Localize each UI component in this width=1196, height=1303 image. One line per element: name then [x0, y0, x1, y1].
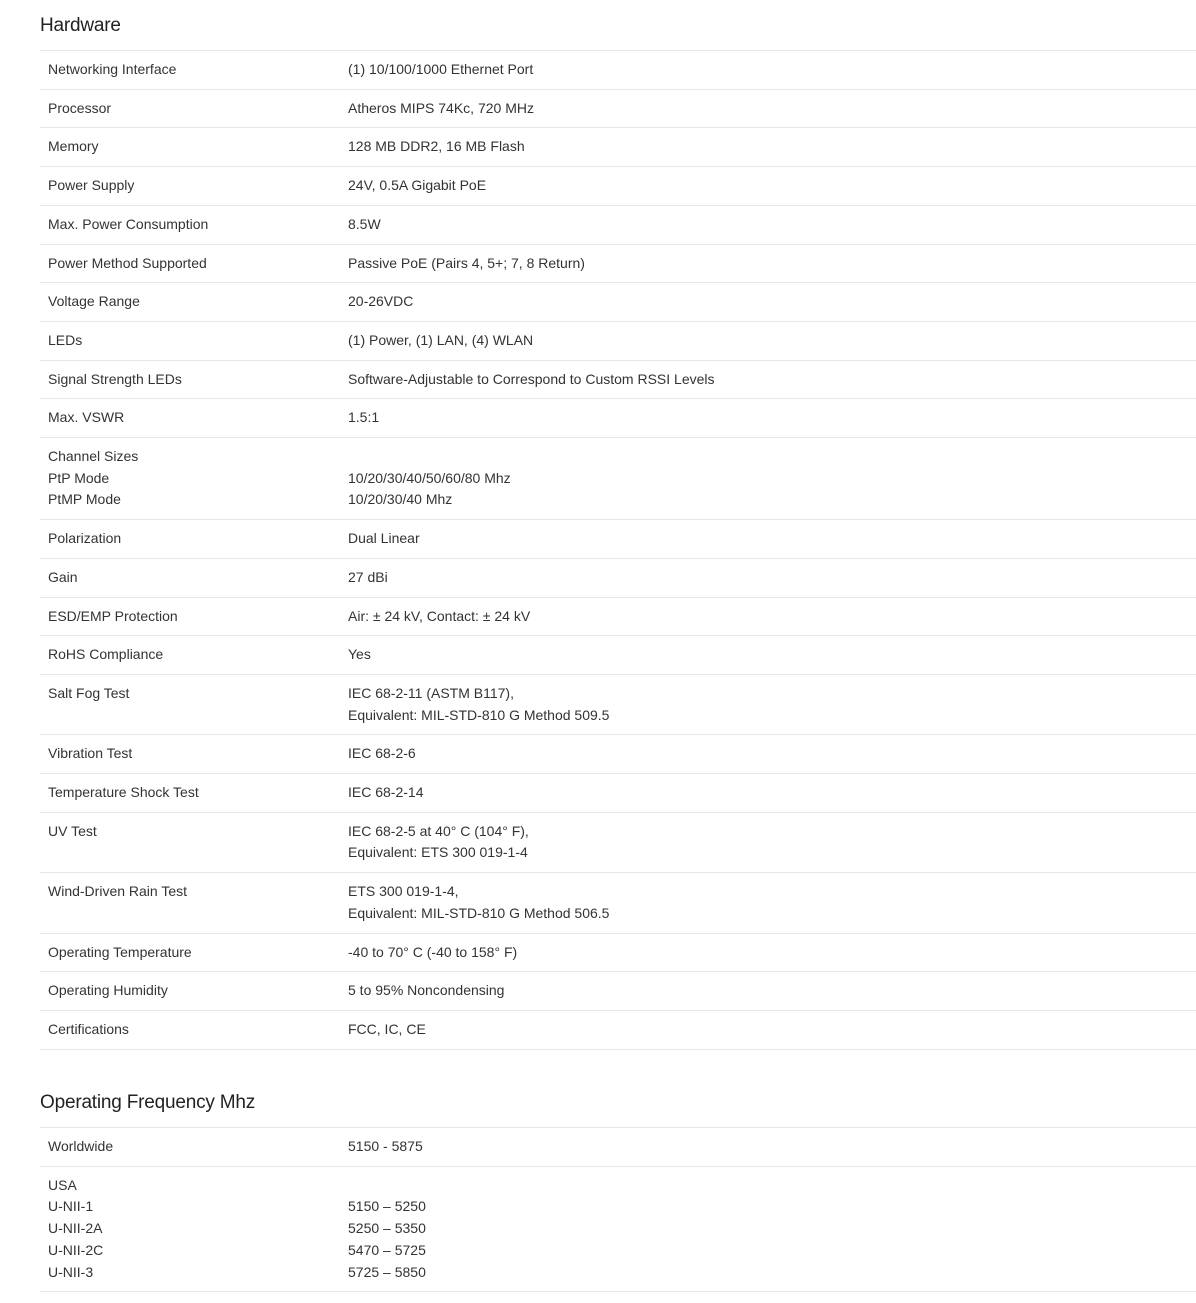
- spec-value-cell: [348, 674, 1196, 734]
- spec-label: ESD/EMP Protection: [48, 607, 178, 624]
- spec-label: U-NII-1: [48, 1198, 94, 1215]
- spec-label-cell: [40, 128, 348, 167]
- spec-label: Networking Interface: [48, 61, 177, 77]
- spec-value: 5250 – 5350: [348, 1220, 426, 1237]
- spec-value: 24V, 0.5A Gigabit PoE: [348, 177, 487, 194]
- hardware-spec-body: [40, 51, 1196, 1049]
- frequency-section: [40, 1077, 1196, 1292]
- spec-row: [40, 812, 1196, 872]
- spec-row: [40, 1010, 1196, 1049]
- spec-row: [40, 636, 1196, 675]
- spec-label: U-NII-2A: [48, 1220, 103, 1237]
- spec-label: Memory: [48, 138, 99, 155]
- spec-row: [40, 89, 1196, 128]
- spec-label: Power Method Supported: [48, 254, 207, 271]
- spec-value-cell: [348, 774, 1196, 813]
- spec-label: Signal Strength LEDs: [48, 370, 182, 387]
- spec-label: USA: [48, 1176, 77, 1193]
- spec-label: Operating Temperature: [48, 943, 192, 960]
- hardware-title: Hardware: [40, 0, 1196, 51]
- spec-value-cell: [348, 1128, 1196, 1166]
- frequency-title: Operating Frequency Mhz: [40, 1077, 1196, 1128]
- spec-label: RoHS Compliance: [48, 646, 164, 663]
- spec-value: Dual Linear: [348, 530, 420, 547]
- spec-value: [348, 1175, 1196, 1197]
- spec-value-cell: [348, 399, 1196, 438]
- spec-label-cell: [40, 735, 348, 774]
- spec-value: (1) 10/100/1000 Ethernet Port: [348, 61, 534, 77]
- spec-label: Temperature Shock Test: [48, 784, 199, 801]
- spec-value-cell: [348, 89, 1196, 128]
- spec-label: Polarization: [48, 530, 122, 547]
- spec-label-cell: [40, 1010, 348, 1049]
- spec-value: [348, 446, 1196, 468]
- spec-row: [40, 399, 1196, 438]
- spec-label-cell: [40, 51, 348, 89]
- spec-row: [40, 360, 1196, 399]
- spec-label-cell: [40, 674, 348, 734]
- spec-label: Max. Power Consumption: [48, 215, 209, 232]
- spec-label: Worldwide: [48, 1138, 114, 1154]
- spec-label-cell: [40, 1166, 348, 1292]
- spec-row: [40, 520, 1196, 559]
- spec-label: U-NII-3: [48, 1263, 94, 1280]
- spec-label-cell: [40, 321, 348, 360]
- spec-row: [40, 597, 1196, 636]
- spec-value: Yes: [348, 646, 371, 663]
- spec-value-cell: [348, 972, 1196, 1011]
- spec-value-cell: [348, 438, 1196, 520]
- spec-row: [40, 167, 1196, 206]
- spec-label-cell: [40, 89, 348, 128]
- spec-row: [40, 558, 1196, 597]
- spec-label-cell: [40, 244, 348, 283]
- spec-value-cell: [348, 244, 1196, 283]
- spec-label: PtMP Mode: [48, 491, 121, 508]
- spec-label: PtP Mode: [48, 469, 110, 486]
- spec-label-cell: [40, 360, 348, 399]
- spec-value: 128 MB DDR2, 16 MB Flash: [348, 138, 525, 155]
- spec-label: Processor: [48, 99, 112, 116]
- spec-label-cell: [40, 774, 348, 813]
- spec-row: [40, 205, 1196, 244]
- spec-value-cell: [348, 812, 1196, 872]
- spec-label-cell: [40, 558, 348, 597]
- spec-row: [40, 972, 1196, 1011]
- spec-value: 5470 – 5725: [348, 1241, 426, 1258]
- spec-label: Gain: [48, 568, 78, 585]
- spec-label-cell: [40, 1128, 348, 1166]
- spec-value: -40 to 70° C (-40 to 158° F): [348, 943, 518, 960]
- spec-value: 5150 – 5250: [348, 1198, 426, 1215]
- spec-label: UV Test: [48, 822, 97, 839]
- spec-label: Channel Sizes: [48, 448, 139, 465]
- spec-value-cell: [348, 597, 1196, 636]
- spec-value: Passive PoE (Pairs 4, 5+; 7, 8 Return): [348, 254, 585, 271]
- spec-value: Air: ± 24 kV, Contact: ± 24 kV: [348, 607, 531, 624]
- spec-row: [40, 244, 1196, 283]
- spec-value-cell: [348, 321, 1196, 360]
- spec-label: Max. VSWR: [48, 409, 125, 426]
- frequency-spec-body: [40, 1128, 1196, 1292]
- spec-value: Equivalent: ETS 300 019-1-4: [348, 844, 528, 861]
- spec-value: IEC 68-2-11 (ASTM B117),: [348, 684, 514, 701]
- spec-value: 5725 – 5850: [348, 1263, 426, 1280]
- spec-value: IEC 68-2-6: [348, 745, 416, 762]
- spec-label: U-NII-2C: [48, 1241, 104, 1258]
- spec-label: Power Supply: [48, 177, 135, 194]
- spec-value-cell: [348, 205, 1196, 244]
- spec-value-cell: [348, 283, 1196, 322]
- spec-value-cell: [348, 360, 1196, 399]
- spec-value: (1) Power, (1) LAN, (4) WLAN: [348, 331, 534, 348]
- spec-value: 10/20/30/40/50/60/80 Mhz: [348, 469, 511, 486]
- spec-value: 10/20/30/40 Mhz: [348, 491, 453, 508]
- spec-value-cell: [348, 167, 1196, 206]
- spec-label-cell: [40, 205, 348, 244]
- spec-row: [40, 1128, 1196, 1166]
- spec-value: IEC 68-2-5 at 40° C (104° F),: [348, 822, 529, 839]
- spec-value: Equivalent: MIL-STD-810 G Method 506.5: [348, 904, 610, 921]
- spec-value: 5150 - 5875: [348, 1138, 423, 1154]
- spec-row: [40, 128, 1196, 167]
- spec-value-cell: [348, 520, 1196, 559]
- spec-value-cell: [348, 735, 1196, 774]
- spec-label-cell: [40, 933, 348, 972]
- spec-label: Salt Fog Test: [48, 684, 130, 701]
- spec-label-cell: [40, 283, 348, 322]
- spec-label-cell: [40, 167, 348, 206]
- frequency-spec-table: [40, 1128, 1196, 1292]
- spec-value: 8.5W: [348, 215, 381, 232]
- spec-value: IEC 68-2-14: [348, 784, 424, 801]
- spec-value: 27 dBi: [348, 568, 388, 585]
- spec-label-cell: [40, 812, 348, 872]
- spec-label: Voltage Range: [48, 293, 140, 310]
- spec-row: [40, 1166, 1196, 1292]
- spec-value: 20-26VDC: [348, 293, 414, 310]
- spec-row: [40, 735, 1196, 774]
- spec-value: Equivalent: MIL-STD-810 G Method 509.5: [348, 706, 610, 723]
- spec-label-cell: [40, 520, 348, 559]
- spec-label: Operating Humidity: [48, 982, 168, 999]
- spec-value: Atheros MIPS 74Kc, 720 MHz: [348, 99, 534, 116]
- spec-label-cell: [40, 438, 348, 520]
- spec-row: [40, 933, 1196, 972]
- spec-value-cell: [348, 873, 1196, 933]
- spec-label-cell: [40, 399, 348, 438]
- spec-value-cell: [348, 1166, 1196, 1292]
- spec-label-cell: [40, 972, 348, 1011]
- spec-label: LEDs: [48, 331, 83, 348]
- spec-row: [40, 283, 1196, 322]
- spec-value-cell: [348, 128, 1196, 167]
- spec-row: [40, 674, 1196, 734]
- hardware-spec-table: [40, 51, 1196, 1050]
- spec-value: ETS 300 019-1-4,: [348, 883, 459, 900]
- spec-row: [40, 873, 1196, 933]
- spec-value: FCC, IC, CE: [348, 1020, 426, 1037]
- spec-label-cell: [40, 636, 348, 675]
- spec-label-cell: [40, 597, 348, 636]
- spec-label: Wind-Driven Rain Test: [48, 883, 188, 900]
- hardware-section: [40, 0, 1196, 1050]
- spec-row: [40, 774, 1196, 813]
- spec-row: [40, 321, 1196, 360]
- spec-value-cell: [348, 1010, 1196, 1049]
- spec-value-cell: [348, 558, 1196, 597]
- spec-label-cell: [40, 873, 348, 933]
- spec-value: 5 to 95% Noncondensing: [348, 982, 505, 999]
- spec-value-cell: [348, 933, 1196, 972]
- spec-value: Software-Adjustable to Correspond to Custom RSSI Levels: [348, 370, 715, 387]
- spec-row: [40, 51, 1196, 89]
- spec-label: Vibration Test: [48, 745, 133, 762]
- spec-row: [40, 438, 1196, 520]
- spec-value: 1.5:1: [348, 409, 380, 426]
- spec-value-cell: [348, 51, 1196, 89]
- spec-label: Certifications: [48, 1020, 129, 1037]
- spec-value-cell: [348, 636, 1196, 675]
